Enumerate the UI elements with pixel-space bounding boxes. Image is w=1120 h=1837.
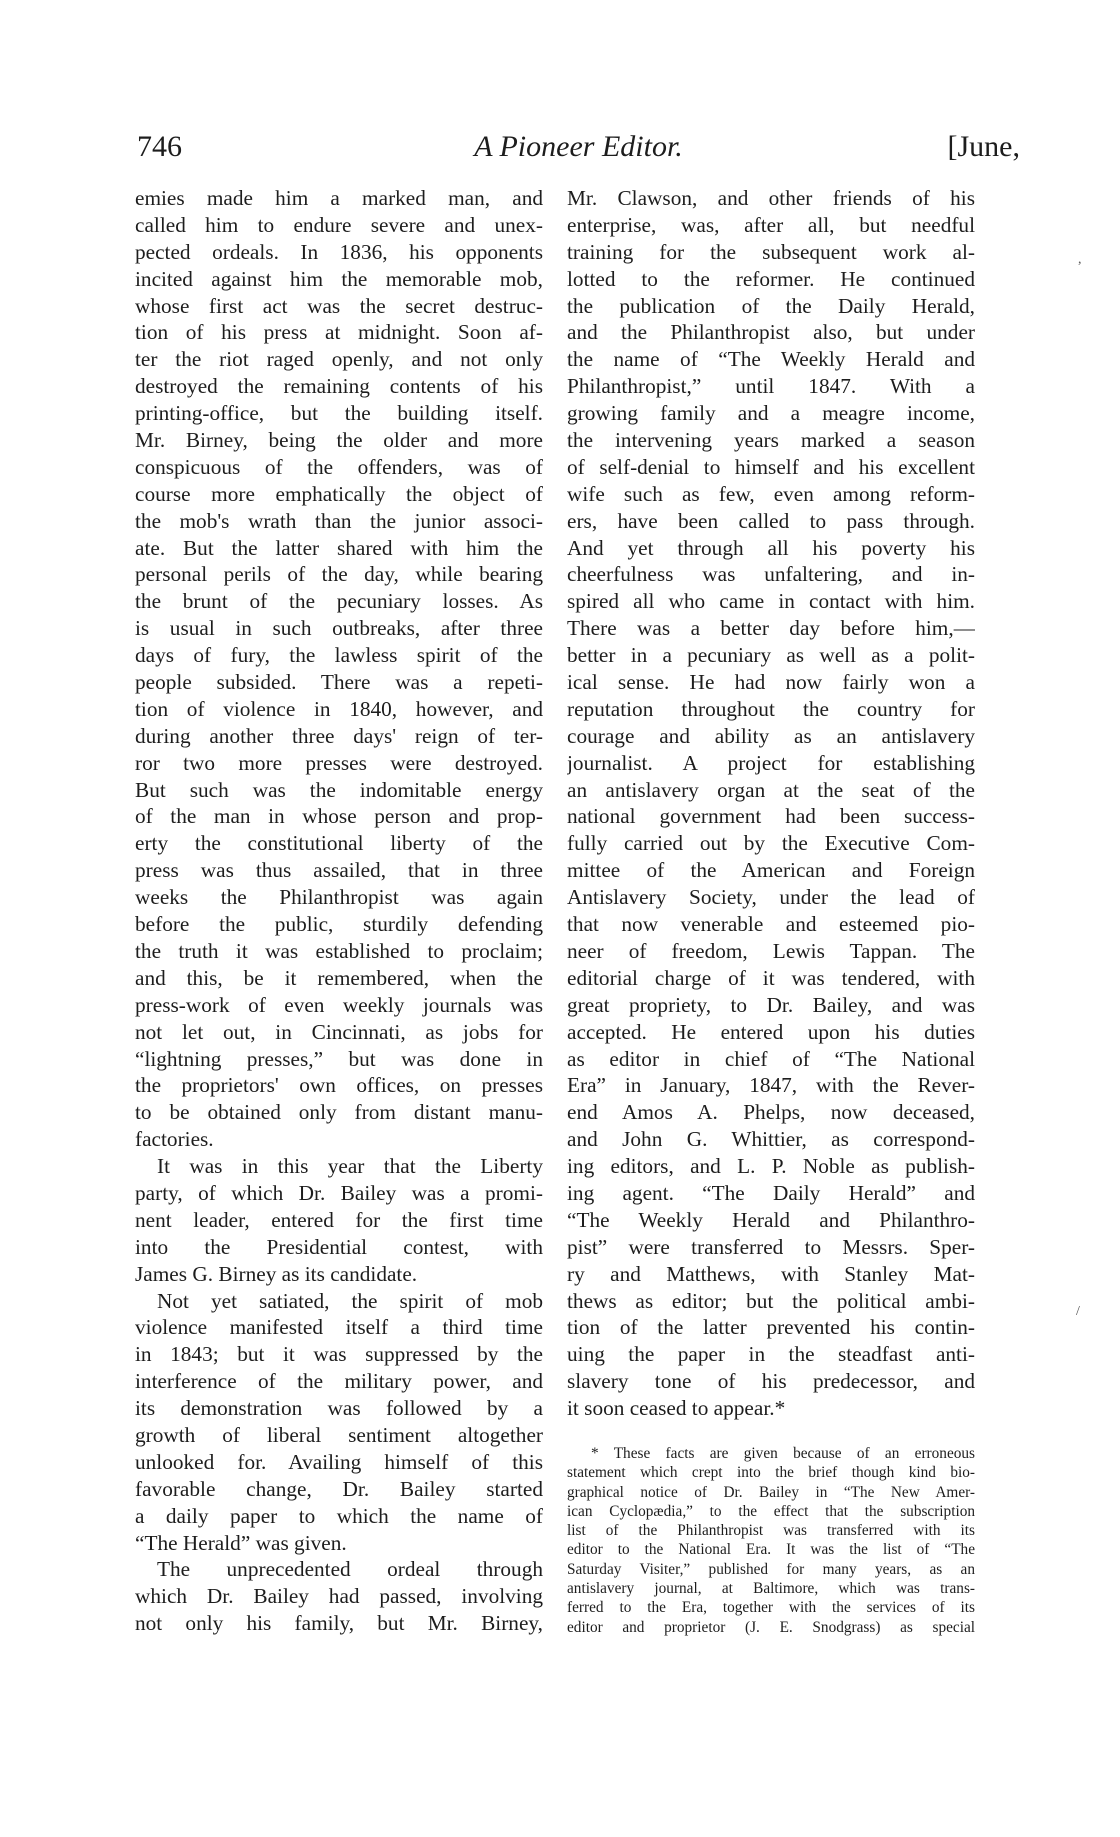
text-line: ing editors, and L. P. Noble as publish-	[567, 1154, 975, 1179]
text-line: as editor in chief of “The National	[567, 1046, 975, 1071]
text-line: tion of his press at midnight. Soon af-	[135, 320, 543, 345]
text-line: and this, be it remembered, when the	[135, 965, 543, 990]
text-line: into the Presidential contest, with	[135, 1234, 543, 1259]
text-line: ers, have been called to pass through.	[567, 508, 975, 533]
text-line: uing the paper in the steadfast anti-	[567, 1342, 975, 1367]
text-line: enterprise, was, after all, but needful	[567, 212, 975, 237]
text-line: better in a pecuniary as well as a polit-	[567, 643, 975, 668]
footnote-line: editor to the National Era. It was the list of “The	[567, 1541, 975, 1559]
text-line: training for the subsequent work al-	[567, 239, 975, 264]
text-line: ical sense. He had now fairly won a	[567, 670, 975, 695]
footnote-line: * These facts are given because of an erroneous	[591, 1445, 975, 1462]
text-line: national government had been success-	[567, 804, 975, 829]
text-line: Era” in January, 1847, with the Rever-	[567, 1073, 975, 1098]
running-month: [June,	[947, 130, 1020, 163]
text-line: slavery tone of his predecessor, and	[567, 1369, 975, 1394]
left-text-column	[135, 185, 543, 1637]
text-line: cheerfulness was unfaltering, and in-	[567, 562, 975, 587]
text-line: “The Herald” was given.	[135, 1530, 347, 1555]
text-line: end Amos A. Phelps, now deceased,	[567, 1100, 975, 1125]
text-line: erty the constitutional liberty of the	[135, 831, 543, 856]
text-line: personal perils of the day, while bearing	[135, 562, 543, 587]
text-line: not only his family, but Mr. Birney,	[135, 1611, 543, 1636]
text-line: tion of the latter prevented his contin-	[567, 1315, 975, 1340]
text-line: pected ordeals. In 1836, his opponents	[135, 239, 543, 264]
right-text-column	[567, 185, 975, 1422]
text-line: it soon ceased to appear.*	[567, 1396, 786, 1421]
running-head	[137, 130, 1020, 170]
text-line: in 1843; but it was suppressed by the	[135, 1342, 543, 1367]
text-line: interference of the military power, and	[135, 1369, 543, 1394]
text-line: unlooked for. Availing himself of this	[135, 1449, 543, 1474]
text-line: which Dr. Bailey had passed, involving	[135, 1584, 543, 1609]
text-line: the truth it was established to proclaim;	[135, 938, 543, 963]
text-line: pist” were transferred to Messrs. Sper-	[567, 1234, 975, 1259]
text-line: of self-denial to himself and his excellent	[567, 454, 975, 479]
text-line: and the Philanthropist also, but under	[567, 320, 975, 345]
text-line: lotted to the reformer. He continued	[567, 266, 975, 291]
text-line: a daily paper to which the name of	[135, 1503, 543, 1528]
text-line: violence manifested itself a third time	[135, 1315, 543, 1340]
footnote-line: antislavery journal, at Baltimore, which was trans-	[567, 1580, 975, 1598]
text-line: called him to endure severe and unex-	[135, 212, 543, 237]
text-line: of the man in whose person and prop-	[135, 804, 543, 829]
text-line: an antislavery organ at the seat of the	[567, 777, 975, 802]
text-line: weeks the Philanthropist was again	[135, 885, 543, 910]
text-line: incited against him the memorable mob,	[135, 266, 543, 291]
margin-speck: ,	[1078, 252, 1082, 267]
text-line: great propriety, to Dr. Bailey, and was	[567, 992, 975, 1017]
text-line: journalist. A project for establishing	[567, 750, 975, 775]
text-line: conspicuous of the offenders, was of	[135, 454, 543, 479]
text-line: the brunt of the pecuniary losses. As	[135, 589, 543, 614]
text-line: fully carried out by the Executive Com-	[567, 831, 975, 856]
footnote-line: statement which crept into the brief though kind bio-	[567, 1464, 975, 1482]
text-line: during another three days' reign of ter-	[135, 723, 543, 748]
text-line: the proprietors' own offices, on presses	[135, 1073, 543, 1098]
text-line: Mr. Birney, being the older and more	[135, 428, 543, 453]
text-line: accepted. He entered upon his duties	[567, 1019, 975, 1044]
footnote	[567, 1444, 975, 1637]
text-line: the intervening years marked a season	[567, 428, 975, 453]
text-line: nent leader, entered for the first time	[135, 1207, 543, 1232]
text-line: It was in this year that the Liberty	[157, 1154, 543, 1179]
text-line: neer of freedom, Lewis Tappan. The	[567, 938, 975, 963]
text-line: Mr. Clawson, and other friends of his	[567, 186, 975, 210]
text-line: favorable change, Dr. Bailey started	[135, 1476, 543, 1501]
footnote-line: list of the Philanthropist was transferred with its	[567, 1522, 975, 1540]
text-line: James G. Birney as its candidate.	[135, 1261, 418, 1286]
text-line: growth of liberal sentiment altogether	[135, 1422, 543, 1447]
footnote-line: Saturday Visiter,” published for many years, as an	[567, 1560, 975, 1578]
text-line: the name of “The Weekly Herald and	[567, 347, 975, 372]
text-line: before the public, sturdily defending	[135, 912, 543, 937]
text-line: The unprecedented ordeal through	[157, 1557, 543, 1582]
text-line: ry and Matthews, with Stanley Mat-	[567, 1261, 975, 1286]
text-line: spired all who came in contact with him.	[567, 589, 975, 614]
footnote-line: graphical notice of Dr. Bailey in “The New Amer-	[567, 1483, 975, 1501]
text-line: reputation throughout the country for	[567, 696, 975, 721]
text-line: Philanthropist,” until 1847. With a	[567, 374, 975, 399]
footnote-line: ican Cyclopædia,” to the effect that the subscription	[567, 1502, 975, 1520]
footnote-line: editor and proprietor (J. E. Snodgrass) as special	[567, 1618, 975, 1636]
text-line: whose first act was the secret destruc-	[135, 293, 543, 318]
text-line: ror two more presses were destroyed.	[135, 750, 543, 775]
text-line: and John G. Whittier, as correspond-	[567, 1127, 975, 1152]
text-line: Not yet satiated, the spirit of mob	[157, 1288, 543, 1313]
text-line: is usual in such outbreaks, after three	[135, 616, 543, 641]
text-line: tion of violence in 1840, however, and	[135, 696, 543, 721]
page-number: 746	[137, 130, 182, 163]
text-line: And yet through all his poverty his	[567, 535, 975, 560]
text-line: Antislavery Society, under the lead of	[567, 885, 975, 910]
text-line: not let out, in Cincinnati, as jobs for	[135, 1019, 543, 1044]
text-line: the mob's wrath than the junior associ-	[135, 508, 543, 533]
text-line: There was a better day before him,—	[567, 616, 975, 641]
text-line: days of fury, the lawless spirit of the	[135, 643, 543, 668]
text-line: that now venerable and esteemed pio-	[567, 912, 975, 937]
running-title: A Pioneer Editor.	[474, 130, 683, 163]
text-line: ing agent. “The Daily Herald” and	[567, 1180, 975, 1205]
text-line: wife such as few, even among reform-	[567, 481, 975, 506]
text-line: editorial charge of it was tendered, with	[567, 965, 975, 990]
text-line: course more emphatically the object of	[135, 481, 543, 506]
text-line: printing-office, but the building itself.	[135, 401, 543, 426]
text-line: “The Weekly Herald and Philanthro-	[567, 1207, 975, 1232]
text-line: growing family and a meagre income,	[567, 401, 975, 426]
text-line: press-work of even weekly journals was	[135, 992, 543, 1017]
text-line: emies made him a marked man, and	[135, 186, 543, 210]
text-line: mittee of the American and Foreign	[567, 858, 975, 883]
margin-speck: /	[1076, 1304, 1080, 1319]
text-line: ate. But the latter shared with him the	[135, 535, 543, 560]
text-line: courage and ability as an antislavery	[567, 723, 975, 748]
text-line: thews as editor; but the political ambi-	[567, 1288, 975, 1313]
text-line: press was thus assailed, that in three	[135, 858, 543, 883]
text-line: “lightning presses,” but was done in	[135, 1046, 543, 1071]
text-line: But such was the indomitable energy	[135, 777, 543, 802]
text-line: its demonstration was followed by a	[135, 1396, 543, 1421]
text-line: the publication of the Daily Herald,	[567, 293, 975, 318]
footnote-line: ferred to the Era, together with the services of its	[567, 1599, 975, 1617]
text-line: party, of which Dr. Bailey was a promi-	[135, 1180, 543, 1205]
text-line: destroyed the remaining contents of his	[135, 374, 543, 399]
text-line: factories.	[135, 1127, 214, 1152]
text-line: people subsided. There was a repeti-	[135, 670, 543, 695]
text-line: ter the riot raged openly, and not only	[135, 347, 543, 372]
text-line: to be obtained only from distant manu-	[135, 1100, 543, 1125]
